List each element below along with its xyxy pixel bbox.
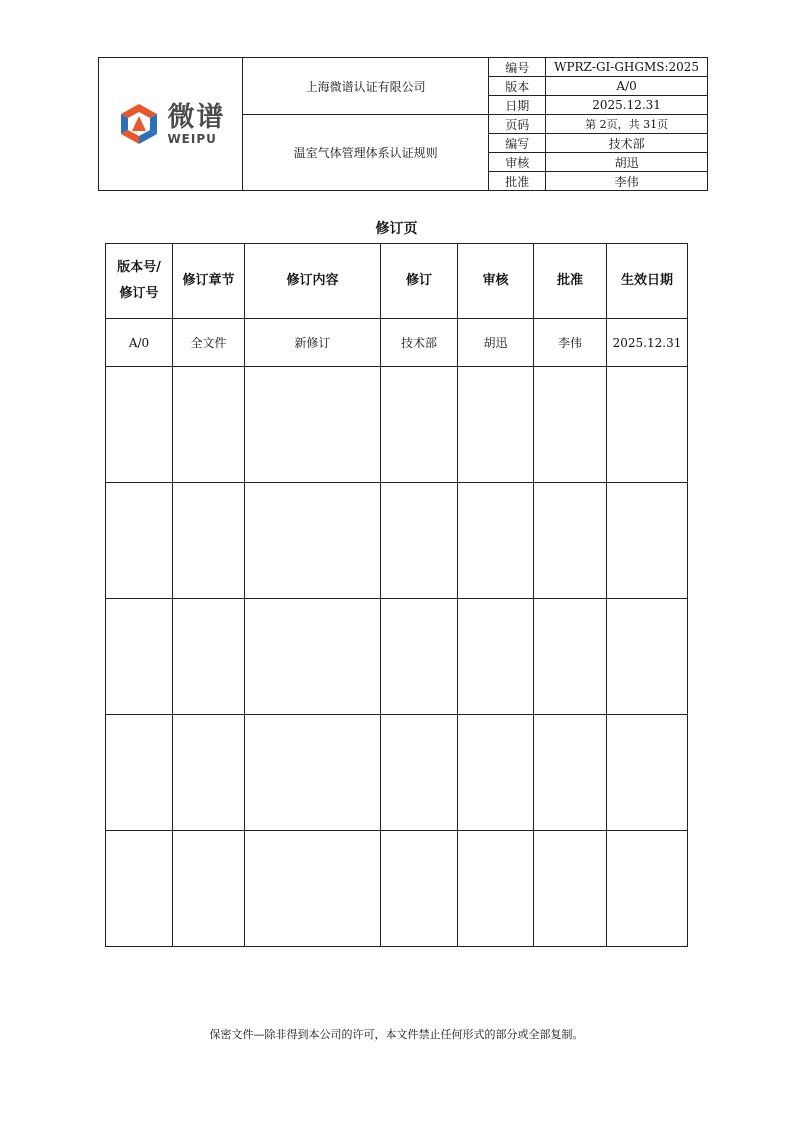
field-value-number: WPRZ-GI-GHGMS:2025 bbox=[546, 58, 708, 77]
cell-chapter: 全文件 bbox=[173, 319, 245, 367]
table-row-empty bbox=[106, 715, 688, 831]
field-value-approver: 李伟 bbox=[546, 172, 708, 191]
logo-chinese-text: 微谱 bbox=[167, 101, 226, 133]
field-label-page: 页码 bbox=[489, 115, 546, 134]
logo-cell bbox=[99, 58, 243, 191]
field-value-author: 技术部 bbox=[546, 134, 708, 153]
cell-version: A/0 bbox=[106, 319, 173, 367]
table-row-empty bbox=[106, 831, 688, 947]
field-value-date: 2025.12.31 bbox=[546, 96, 708, 115]
cell-revised-by: 技术部 bbox=[381, 319, 458, 367]
company-logo bbox=[99, 100, 242, 148]
col-header-version-line1: 版本号/ bbox=[117, 260, 161, 275]
confidentiality-notice: 保密文件—除非得到本公司的许可，本文件禁止任何形式的部分或全部复制。 bbox=[209, 1028, 584, 1041]
revision-page-title: 修订页 bbox=[375, 221, 418, 237]
col-header-approved-by: 批准 bbox=[534, 244, 607, 319]
table-row bbox=[106, 319, 688, 367]
weipu-logo-icon bbox=[115, 100, 163, 148]
field-label-author: 编写 bbox=[489, 134, 546, 153]
col-header-effective-date: 生效日期 bbox=[607, 244, 688, 319]
revision-table-header-row bbox=[106, 244, 688, 319]
col-header-version-line2: 修订号 bbox=[119, 286, 159, 301]
field-label-number: 编号 bbox=[489, 58, 546, 77]
revision-table bbox=[105, 243, 688, 947]
col-header-chapter: 修订章节 bbox=[173, 244, 245, 319]
company-name: 上海微谱认证有限公司 bbox=[242, 58, 488, 115]
cell-approved-by: 李伟 bbox=[534, 319, 607, 367]
table-row-empty bbox=[106, 367, 688, 483]
col-header-content: 修订内容 bbox=[245, 244, 381, 319]
field-label-date: 日期 bbox=[489, 96, 546, 115]
col-header-version bbox=[106, 244, 173, 319]
field-value-reviewer: 胡迅 bbox=[546, 153, 708, 172]
field-value-version: A/0 bbox=[546, 77, 708, 96]
cell-reviewed-by: 胡迅 bbox=[458, 319, 534, 367]
field-label-version: 版本 bbox=[489, 77, 546, 96]
cell-content: 新修订 bbox=[245, 319, 381, 367]
col-header-revised-by: 修订 bbox=[381, 244, 458, 319]
document-title: 温室气体管理体系认证规则 bbox=[242, 115, 488, 191]
field-label-reviewer: 审核 bbox=[489, 153, 546, 172]
field-label-approver: 批准 bbox=[489, 172, 546, 191]
logo-english-text: WEIPU bbox=[167, 131, 217, 146]
cell-effective-date: 2025.12.31 bbox=[607, 319, 688, 367]
table-row-empty bbox=[106, 599, 688, 715]
col-header-reviewed-by: 审核 bbox=[458, 244, 534, 319]
field-value-page: 第 2页，共 31页 bbox=[546, 115, 708, 134]
document-header-table bbox=[98, 57, 708, 191]
table-row-empty bbox=[106, 483, 688, 599]
